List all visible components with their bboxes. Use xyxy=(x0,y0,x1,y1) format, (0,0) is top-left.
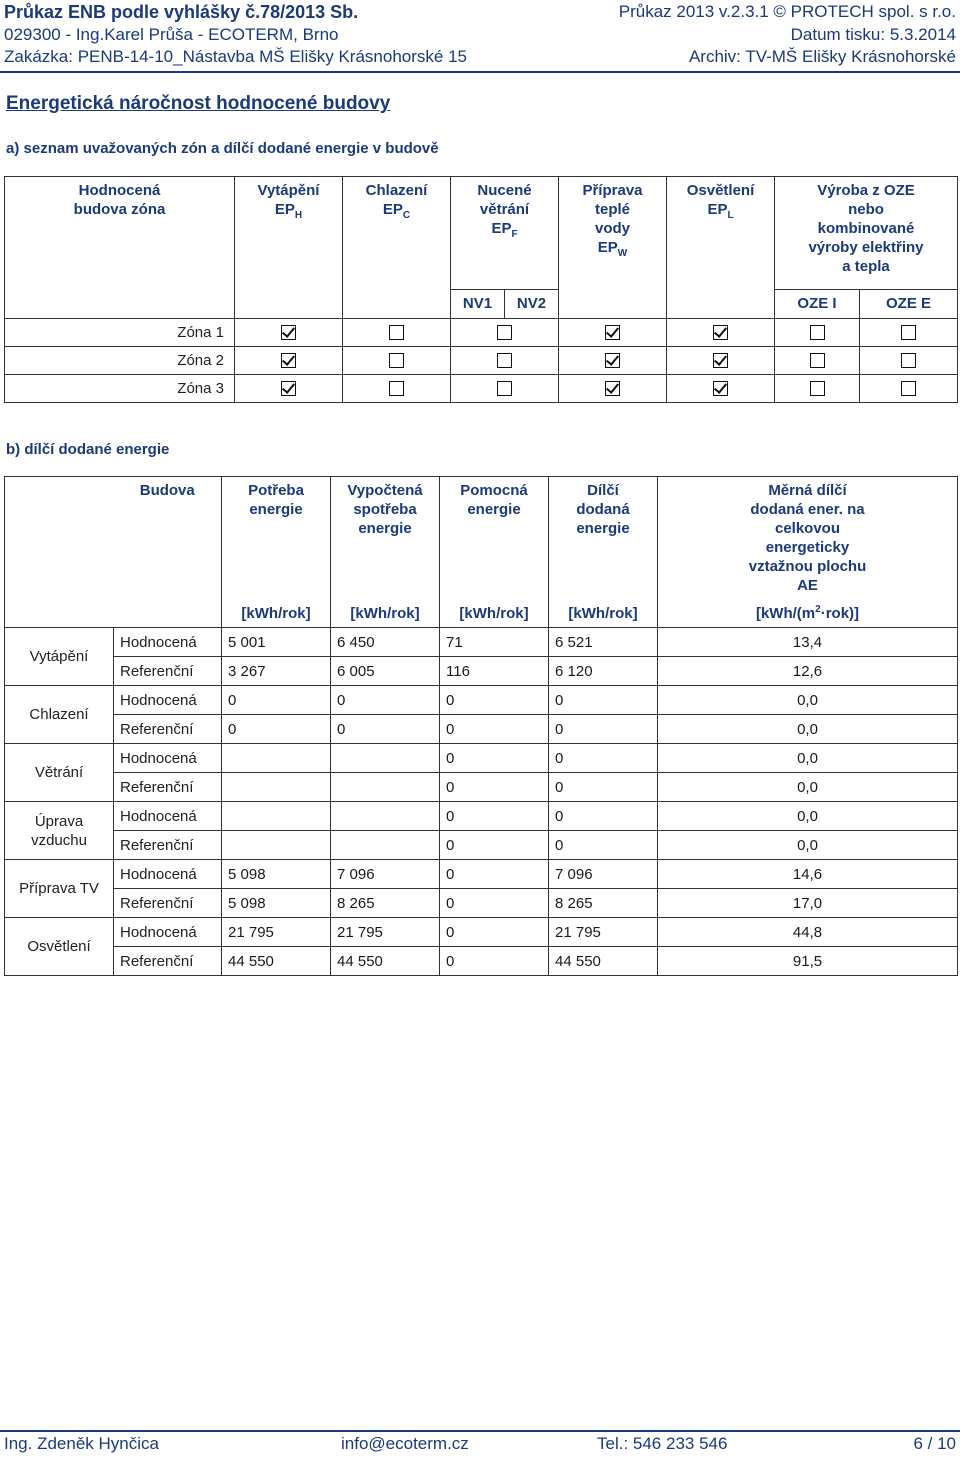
checked-box-icon xyxy=(605,381,620,396)
zone-row xyxy=(5,318,958,346)
zone-check-cell xyxy=(559,346,667,374)
energy-value: 3 267 xyxy=(222,657,331,686)
zone-name: Zóna 1 xyxy=(5,318,235,346)
col-heat-label: Vytápění xyxy=(257,182,320,199)
col-light-label: Osvětlení xyxy=(686,182,755,199)
energy-value xyxy=(222,831,331,860)
col-dhw xyxy=(559,177,667,290)
energy-unit-row xyxy=(5,599,958,628)
zone-check-cell xyxy=(235,374,343,402)
zone-check-cell xyxy=(559,318,667,346)
col-vent-sym: EP xyxy=(491,220,512,237)
zone-row xyxy=(5,346,958,374)
unit-aux: [kWh/rok] xyxy=(440,599,549,628)
row-label-reference: Referenční xyxy=(114,715,222,744)
unit-empty-1 xyxy=(5,599,114,628)
energy-value: 0,0 xyxy=(658,715,958,744)
footer-rule xyxy=(0,1430,960,1432)
col-dhw-sym: EP xyxy=(597,239,618,256)
header-row-3 xyxy=(4,47,956,67)
empty-box-icon xyxy=(497,381,512,396)
energy-value: 14,6 xyxy=(658,860,958,889)
sub-ozei: OZE I xyxy=(775,289,860,318)
empty-box-icon xyxy=(901,381,916,396)
energy-value: 21 795 xyxy=(222,918,331,947)
energy-value: 0 xyxy=(549,773,658,802)
energy-body xyxy=(5,628,958,976)
energy-value: 0 xyxy=(440,918,549,947)
row-label-reference: Referenční xyxy=(114,773,222,802)
energy-value: 5 098 xyxy=(222,860,331,889)
author-line: 029300 - Ing.Karel Průša - ECOTERM, Brno xyxy=(4,25,339,44)
energy-value: 0,0 xyxy=(658,831,958,860)
col-specific xyxy=(658,477,958,600)
zone-check-cell xyxy=(860,318,958,346)
energy-value: 0,0 xyxy=(658,802,958,831)
footer-name: Ing. Zdeněk Hynčica xyxy=(4,1434,159,1453)
energy-value: 0 xyxy=(331,686,440,715)
energy-value: 44,8 xyxy=(658,918,958,947)
zones-subheader-row xyxy=(5,289,958,318)
energy-value: 6 005 xyxy=(331,657,440,686)
energy-row xyxy=(5,628,958,657)
energy-value: 44 550 xyxy=(549,947,658,976)
energy-value: 0 xyxy=(222,715,331,744)
zone-check-cell xyxy=(559,374,667,402)
row-label-evaluated: Hodnocená xyxy=(114,918,222,947)
checked-box-icon xyxy=(605,353,620,368)
energy-value: 8 265 xyxy=(549,889,658,918)
row-label-evaluated: Hodnocená xyxy=(114,628,222,657)
zone-check-cell xyxy=(667,374,775,402)
unit-partial: [kWh/rok] xyxy=(549,599,658,628)
energy-value: 0,0 xyxy=(658,744,958,773)
energy-category: Osvětlení xyxy=(5,918,114,976)
unit-specific-a: [kWh/(m xyxy=(755,605,816,622)
col-calc-label: Vypočtená spotřeba energie xyxy=(347,482,423,537)
energy-table xyxy=(4,476,958,976)
sub-empty-2 xyxy=(235,289,343,318)
empty-box-icon xyxy=(901,325,916,340)
row-label-evaluated: Hodnocená xyxy=(114,686,222,715)
energy-row xyxy=(5,744,958,773)
sub-ozee: OZE E xyxy=(860,289,958,318)
energy-value: 0 xyxy=(440,860,549,889)
checked-box-icon xyxy=(281,353,296,368)
zone-check-cell xyxy=(860,346,958,374)
col-dhw-sub: W xyxy=(617,248,628,259)
row-label-reference: Referenční xyxy=(114,831,222,860)
energy-value: 5 001 xyxy=(222,628,331,657)
zone-check-cell xyxy=(451,346,559,374)
zone-check-cell xyxy=(343,374,451,402)
energy-value: 17,0 xyxy=(658,889,958,918)
zone-row xyxy=(5,374,958,402)
col-vent-label: Nucené větrání xyxy=(477,182,532,218)
energy-category: Úprava vzduchu xyxy=(5,802,114,860)
energy-value: 6 450 xyxy=(331,628,440,657)
document-title: Průkaz ENB podle vyhlášky č.78/2013 Sb. xyxy=(4,2,359,22)
energy-value: 0,0 xyxy=(658,686,958,715)
header-rule xyxy=(0,71,960,73)
energy-row xyxy=(5,831,958,860)
energy-value: 6 120 xyxy=(549,657,658,686)
row-label-reference: Referenční xyxy=(114,889,222,918)
col-vent-sub: F xyxy=(511,229,518,240)
software-credit: Průkaz 2013 v.2.3.1 © PROTECH spol. s r.o. xyxy=(618,2,956,21)
zone-check-cell xyxy=(343,318,451,346)
col-heat xyxy=(235,177,343,290)
zone-check-cell xyxy=(235,318,343,346)
col-calc xyxy=(331,477,440,600)
energy-value: 7 096 xyxy=(549,860,658,889)
energy-category: Příprava TV xyxy=(5,860,114,918)
zones-header-row xyxy=(5,177,958,290)
energy-row xyxy=(5,889,958,918)
archive-line: Archiv: TV-MŠ Elišky Krásnohorské xyxy=(688,47,956,66)
col-cool xyxy=(343,177,451,290)
energy-value: 91,5 xyxy=(658,947,958,976)
col-light xyxy=(667,177,775,290)
col-zone-label: Hodnocená budova zóna xyxy=(73,182,166,218)
footer-email: info@ecoterm.cz xyxy=(341,1434,469,1453)
row-label-evaluated: Hodnocená xyxy=(114,744,222,773)
energy-value: 5 098 xyxy=(222,889,331,918)
energy-row xyxy=(5,686,958,715)
sub-nv2: NV2 xyxy=(505,289,559,318)
checked-box-icon xyxy=(605,325,620,340)
energy-category: Vytápění xyxy=(5,628,114,686)
col-res xyxy=(775,177,958,290)
zone-check-cell xyxy=(343,346,451,374)
empty-box-icon xyxy=(810,325,825,340)
unit-empty-2 xyxy=(114,599,222,628)
empty-box-icon xyxy=(497,325,512,340)
col-aux xyxy=(440,477,549,600)
energy-value: 12,6 xyxy=(658,657,958,686)
checked-box-icon xyxy=(281,325,296,340)
energy-value: 0 xyxy=(440,831,549,860)
print-date: Datum tisku: 5.3.2014 xyxy=(790,25,956,44)
empty-box-icon xyxy=(389,353,404,368)
zone-check-cell xyxy=(667,318,775,346)
energy-value: 0 xyxy=(549,686,658,715)
zone-check-cell xyxy=(775,346,860,374)
col-heat-sym: EP xyxy=(274,201,295,218)
energy-value: 0 xyxy=(331,715,440,744)
sub-empty-3 xyxy=(343,289,451,318)
row-label-evaluated: Hodnocená xyxy=(114,860,222,889)
header-row-1 xyxy=(4,2,956,22)
energy-value: 21 795 xyxy=(331,918,440,947)
zone-check-cell xyxy=(775,374,860,402)
col-heat-sub: H xyxy=(294,210,303,221)
col-zone xyxy=(5,177,235,290)
energy-value: 0 xyxy=(549,744,658,773)
row-label-reference: Referenční xyxy=(114,657,222,686)
energy-value: 0 xyxy=(222,686,331,715)
energy-value: 44 550 xyxy=(331,947,440,976)
footer-phone: Tel.: 546 233 546 xyxy=(597,1434,728,1453)
footer xyxy=(4,1434,956,1454)
energy-value: 0 xyxy=(440,773,549,802)
energy-value: 0 xyxy=(440,715,549,744)
energy-row xyxy=(5,860,958,889)
unit-specific-b: ·rok)] xyxy=(820,605,860,622)
energy-value xyxy=(222,802,331,831)
energy-value: 7 096 xyxy=(331,860,440,889)
energy-category: Chlazení xyxy=(5,686,114,744)
zone-check-cell xyxy=(667,346,775,374)
energy-value: 21 795 xyxy=(549,918,658,947)
energy-value xyxy=(331,831,440,860)
col-partial xyxy=(549,477,658,600)
energy-category: Větrání xyxy=(5,744,114,802)
energy-header-row xyxy=(5,477,958,600)
header-row-2 xyxy=(4,25,956,45)
col-cat-empty xyxy=(5,477,114,600)
checked-box-icon xyxy=(713,325,728,340)
energy-value xyxy=(331,802,440,831)
zone-name: Zóna 3 xyxy=(5,374,235,402)
energy-value xyxy=(222,773,331,802)
energy-row xyxy=(5,657,958,686)
energy-row xyxy=(5,947,958,976)
zone-name: Zóna 2 xyxy=(5,346,235,374)
col-building: Budova xyxy=(114,477,222,600)
energy-row xyxy=(5,918,958,947)
checked-box-icon xyxy=(713,381,728,396)
zone-check-cell xyxy=(451,374,559,402)
energy-row xyxy=(5,773,958,802)
checked-box-icon xyxy=(281,381,296,396)
part-a-title: a) seznam uvažovaných zón a dílčí dodané energie v budově xyxy=(6,140,439,157)
col-need xyxy=(222,477,331,600)
sub-empty-4 xyxy=(559,289,667,318)
col-cool-label: Chlazení xyxy=(365,182,428,199)
energy-value xyxy=(222,744,331,773)
zone-check-cell xyxy=(860,374,958,402)
sub-nv1: NV1 xyxy=(451,289,505,318)
energy-value: 116 xyxy=(440,657,549,686)
energy-value: 0 xyxy=(440,744,549,773)
energy-value: 6 521 xyxy=(549,628,658,657)
empty-box-icon xyxy=(901,353,916,368)
col-cool-sym: EP xyxy=(382,201,403,218)
unit-specific xyxy=(658,599,958,628)
energy-value xyxy=(331,773,440,802)
row-label-reference: Referenční xyxy=(114,947,222,976)
energy-value: 0 xyxy=(440,802,549,831)
col-dhw-label: Příprava teplé vody xyxy=(582,182,643,237)
zone-check-cell xyxy=(235,346,343,374)
col-aux-label: Pomocná energie xyxy=(460,482,528,518)
empty-box-icon xyxy=(389,325,404,340)
zones-table xyxy=(4,176,958,403)
unit-need: [kWh/rok] xyxy=(222,599,331,628)
sub-empty-1 xyxy=(5,289,235,318)
col-cool-sub: C xyxy=(402,210,411,221)
energy-value: 8 265 xyxy=(331,889,440,918)
col-light-sym: EP xyxy=(707,201,728,218)
energy-row xyxy=(5,802,958,831)
section-title: Energetická náročnost hodnocené budovy xyxy=(6,93,391,114)
col-partial-label: Dílčí dodaná energie xyxy=(576,482,630,537)
energy-value xyxy=(331,744,440,773)
energy-value: 0 xyxy=(440,947,549,976)
energy-value: 0 xyxy=(549,715,658,744)
empty-box-icon xyxy=(389,381,404,396)
zones-body xyxy=(5,318,958,402)
job-line: Zakázka: PENB-14-10_Nástavba MŠ Elišky Krásnohorské 15 xyxy=(4,47,467,66)
empty-box-icon xyxy=(810,381,825,396)
col-vent xyxy=(451,177,559,290)
energy-value: 13,4 xyxy=(658,628,958,657)
energy-value: 0 xyxy=(549,831,658,860)
col-need-label: Potřeba energie xyxy=(248,482,304,518)
unit-calc: [kWh/rok] xyxy=(331,599,440,628)
row-label-evaluated: Hodnocená xyxy=(114,802,222,831)
energy-value: 0 xyxy=(440,889,549,918)
footer-page: 6 / 10 xyxy=(913,1434,956,1453)
unit-specific-sup: 2 xyxy=(815,604,821,615)
checked-box-icon xyxy=(713,353,728,368)
col-specific-label: Měrná dílčí dodaná ener. na celkovou energeticky vztažnou plochu AE xyxy=(748,482,867,594)
col-res-label: Výroba z OZE nebo kombinované výroby elektřiny a tepla xyxy=(808,182,924,275)
energy-value: 0 xyxy=(549,802,658,831)
empty-box-icon xyxy=(810,353,825,368)
energy-row xyxy=(5,715,958,744)
empty-box-icon xyxy=(497,353,512,368)
part-b-title: b) dílčí dodané energie xyxy=(6,441,170,458)
energy-value: 0 xyxy=(440,686,549,715)
energy-value: 44 550 xyxy=(222,947,331,976)
energy-value: 0,0 xyxy=(658,773,958,802)
col-light-sub: L xyxy=(727,210,734,221)
energy-value: 71 xyxy=(440,628,549,657)
zone-check-cell xyxy=(451,318,559,346)
sub-empty-5 xyxy=(667,289,775,318)
zone-check-cell xyxy=(775,318,860,346)
